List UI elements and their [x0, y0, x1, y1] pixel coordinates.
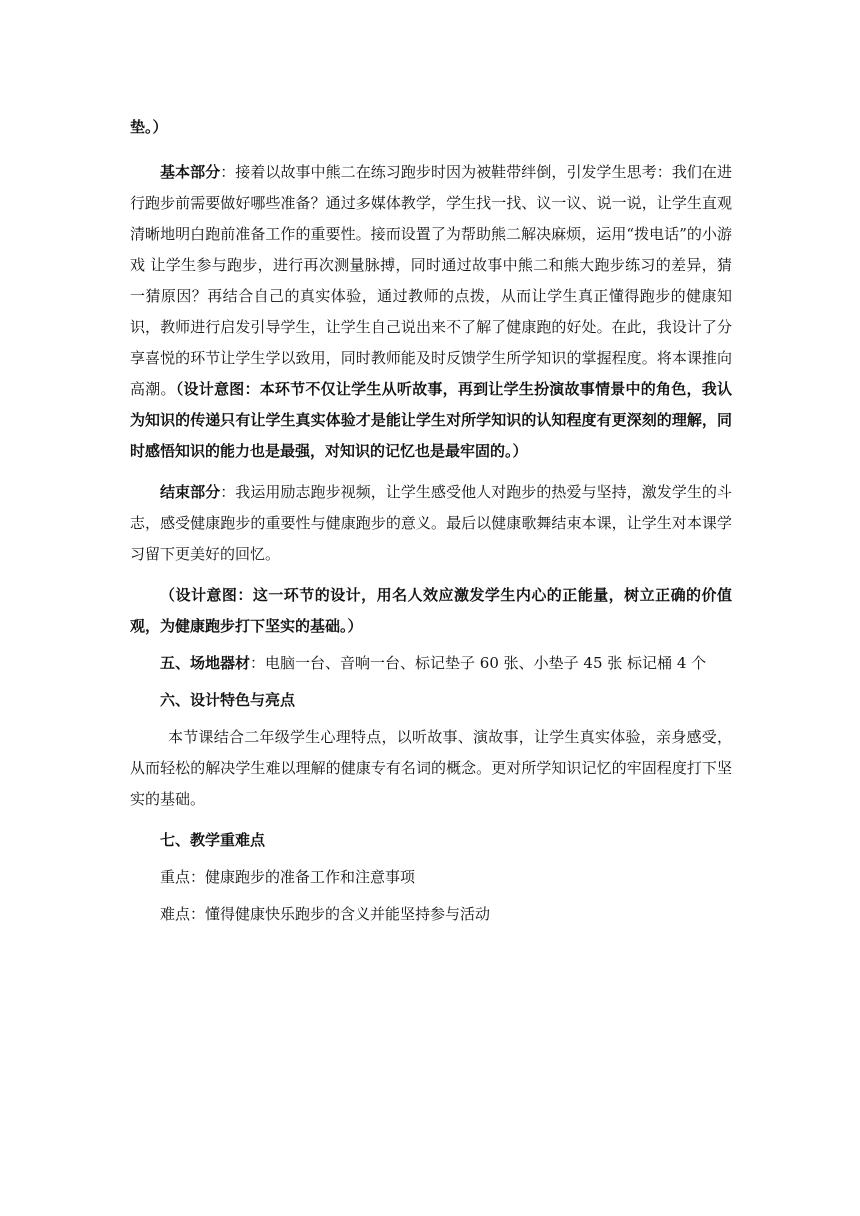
section7-key-point: 重点：健康跑步的准备工作和注意事项: [160, 868, 416, 886]
document-body: [130, 112, 732, 940]
ending-part-separator: ：: [220, 483, 236, 501]
basic-part-design-intent: （设计意图：本环节不仅让学生从听故事，再到让学生扮演故事情景中的角色，我认为知识的传递只有让学生真实体验才是能让学生对所学知识的认知程度有更深刻的理解，同时感悟知识的能力也是最强，对知识的记忆也是最牢固的。）: [130, 380, 732, 460]
opening-fragment: 垫。）: [130, 118, 168, 136]
ending-part-design-intent: （设计意图：这一环节的设计，用名人效应激发学生内心的正能量，树立正确的价值观，为健康跑步打下坚实的基础。）: [130, 586, 732, 635]
ending-part-label: 结束部分: [160, 483, 221, 501]
ending-part-text: 我运用励志跑步视频，让学生感受他人对跑步的热爱与坚持，激发学生的斗志，感受健康跑步的重要性与健康跑步的意义。最后以健康歌舞结束本课，让学生对本课学习留下更美好的回忆。: [130, 483, 732, 563]
basic-part-label: 基本部分: [160, 163, 221, 181]
section5-label: 五、场地器材: [160, 654, 251, 672]
section5-separator: ：: [250, 654, 266, 672]
basic-part-text: 接着以故事中熊二在练习跑步时因为被鞋带绊倒，引发学生思考：我们在进行跑步前需要做好哪些准备？通过多媒体教学，学生找一找、议一议、说一说，让学生直观清晰地明白跑前准备工作的重要性。接而设置了为帮助熊二解决麻烦，运用“拨电话”的小游戏 让学生参与跑步，进行再次测量脉搏，同时通过故事中熊二和熊大跑步练习的差异，猜一猜原因？再结合自己的真实体验，通过教师的点拨，从而让学生真正懂得跑步的健康知识，教师进行启发引导学生，让学生自己说出来不了解了健康跑的好处。在此，我设计了分享喜悦的环节让学生学以致用，同时教师能及时反馈学生所学知识的掌握程度。将本课推向高潮。: [130, 163, 732, 398]
section7-heading: 七、教学重难点: [160, 831, 266, 849]
section5-paragraph: [130, 648, 732, 679]
section7-difficult-point: 难点：懂得健康快乐跑步的含义并能坚持参与活动: [160, 905, 491, 923]
basic-part-paragraph: [130, 157, 732, 467]
section5-text: 电脑一台、音响一台、标记垫子 60 张、小垫子 45 张 标记桶 4 个: [265, 654, 707, 672]
section6-text: 本节课结合二年级学生心理特点，以听故事、演故事，让学生真实体验，亲身感受，从而轻松的解决学生难以理解的健康专有名词的概念。更对所学知识记忆的牢固程度打下坚实的基础。: [130, 728, 732, 808]
basic-part-separator: ：: [220, 163, 236, 181]
section6-heading: 六、设计特色与亮点: [160, 691, 296, 709]
ending-part-paragraph: [130, 477, 732, 570]
